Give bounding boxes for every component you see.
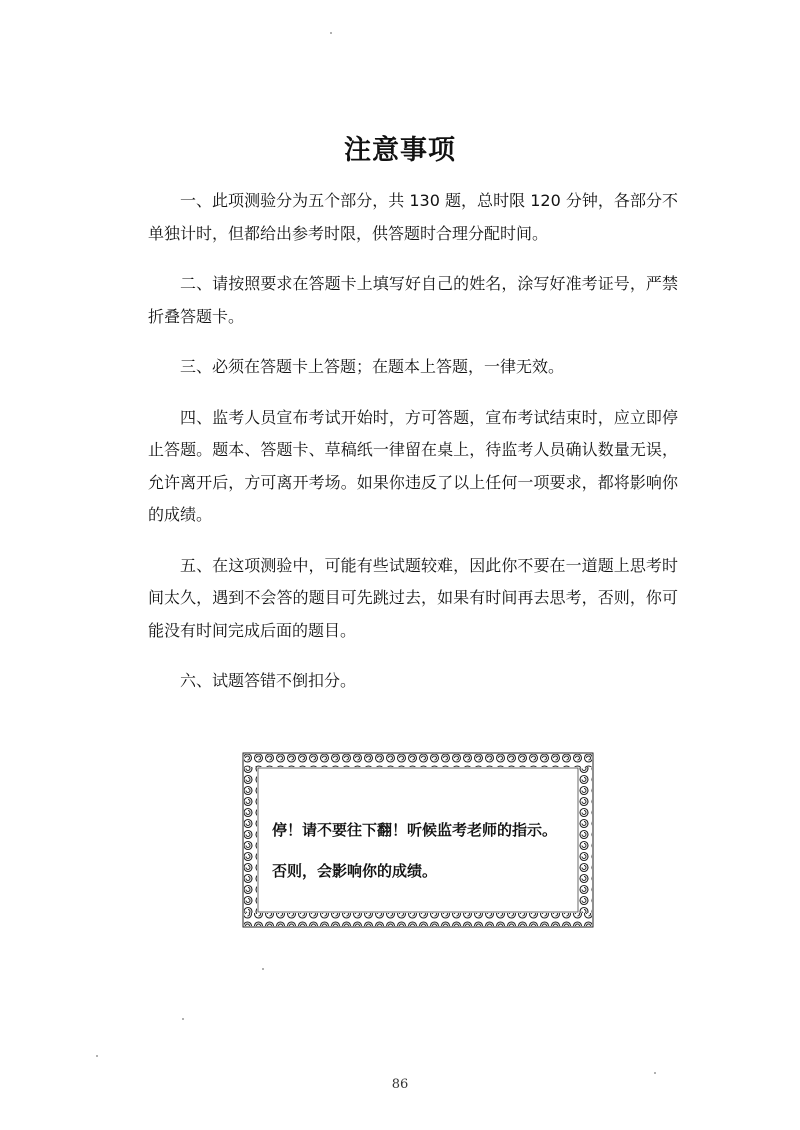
scan-speck [330,32,332,34]
ornamental-border-icon [242,752,594,928]
scan-speck [96,1055,98,1057]
instruction-item-6: 六、试题答错不倒扣分。 [180,671,357,690]
instruction-item-2: 二、请按照要求在答题卡上填写好自己的姓名，涂写好准考证号，严禁折叠答题卡。 [148,274,678,326]
scan-speck [262,968,264,970]
instructions-body [148,185,678,716]
scan-speck [654,1072,656,1074]
stop-notice-box [242,752,594,928]
instruction-item-1: 一、此项测验分为五个部分，共 130 题，总时限 120 分钟，各部分不单独计时，但都给出参考时限，供答题时合理分配时间。 [148,191,678,243]
stop-notice-warning: 否则，会影响你的成绩。 [272,862,438,880]
stop-notice-line: 停！请不要往下翻！听候监考老师的指示。 [272,821,558,839]
instruction-item-5: 五、在这项测验中，可能有些试题较难，因此你不要在一道题上思考时间太久，遇到不会答的题目可先跳过去，如果有时间再去思考，否则，你可能没有时间完成后面的题目。 [148,555,678,640]
scan-speck [182,1018,184,1020]
instruction-item-3: 三、必须在答题卡上答题；在题本上答题，一律无效。 [180,357,565,376]
page-number: 86 [391,1077,409,1092]
page-title: 注意事项 [344,135,456,166]
instruction-item-4: 四、监考人员宣布考试开始时，方可答题，宣布考试结束时，应立即停止答题。题本、答题卡、草稿纸一律留在桌上，待监考人员确认数量无误，允许离开后，方可离开考场。如果你违反了以上任何一项要求，都将影响你的成绩。 [148,407,678,524]
